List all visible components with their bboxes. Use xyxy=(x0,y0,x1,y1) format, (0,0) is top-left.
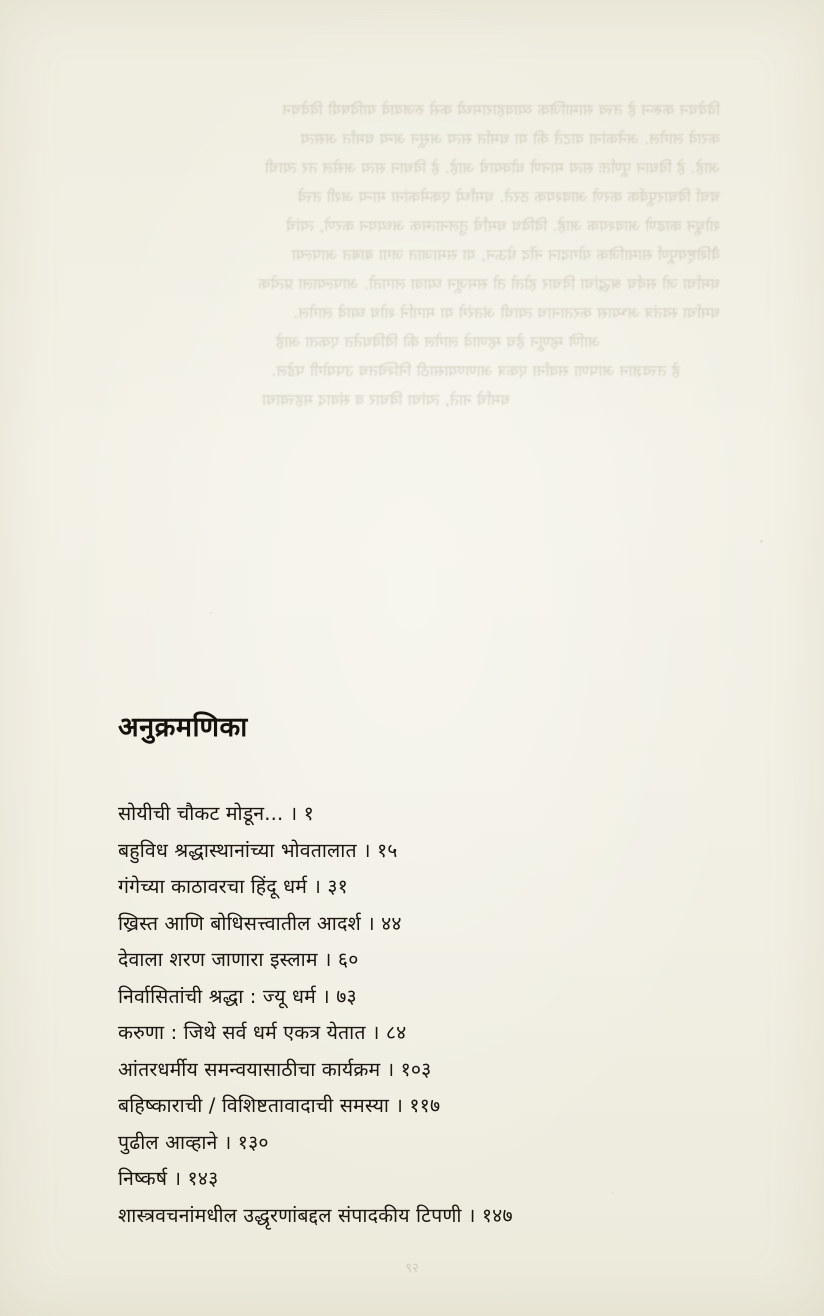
bleed-line: धर्मांचे नाते, त्यांचा विचार व संवाद महत्त्वाचा xyxy=(261,391,510,409)
list-item xyxy=(118,1125,718,1162)
toc-separator: । xyxy=(322,984,330,1008)
bleed-line: आणि म्हणून हेच म्हणावे लागेल की विविधतेत एकता आहे xyxy=(275,333,600,351)
bleed-line: धर्माचा जो सर्वच श्रद्धांचा विचार होतो तो समजून घ्यावा लागतो. आपल्याला प्रत्येक xyxy=(258,275,720,293)
bleed-line: विवेचन करून हे तत्त्व सामाजिक व्यावहारामध्ये कसे रुजवावे याविषयी विवेचन xyxy=(282,101,720,119)
toc-section xyxy=(118,712,718,1234)
toc-separator: । xyxy=(289,802,298,826)
toc-entry-title: पुढील आव्हाने xyxy=(118,1130,218,1154)
list-item xyxy=(118,942,718,979)
bleed-line: वैशिष्ट्यपूर्ण सामाजिक योगदान नोंद घेऊन, या समाजात जगा बाबत आपल्या xyxy=(291,246,720,264)
toc-entry-title: बहुविध श्रद्धास्थानांच्या भोवतालात xyxy=(118,838,357,862)
toc-entry-page: १४७ xyxy=(481,1203,513,1227)
page-title: अनुक्रमणिका xyxy=(118,712,248,743)
list-item xyxy=(118,1161,718,1198)
paper-speck xyxy=(760,540,763,543)
page-folio: ९२ xyxy=(405,1261,419,1276)
list-item xyxy=(118,869,718,906)
toc-list xyxy=(118,796,718,1234)
list-item xyxy=(118,979,718,1016)
bleed-through-text xyxy=(112,96,720,415)
paper-speck xyxy=(210,612,212,614)
toc-entry-title: निर्वासितांची श्रद्धा : ज्यू धर्म xyxy=(118,984,316,1008)
toc-entry-page: ८४ xyxy=(385,1021,407,1045)
toc-entry-page: ७३ xyxy=(336,984,357,1008)
toc-entry-title: आंतरधर्मीय समन्वयासाठीचा कार्यक्रम xyxy=(118,1057,381,1081)
toc-separator: । xyxy=(173,1167,182,1191)
toc-separator: । xyxy=(467,1203,476,1227)
list-item xyxy=(118,1015,718,1052)
toc-separator: । xyxy=(363,838,371,862)
list-item xyxy=(118,1052,718,1089)
list-item xyxy=(118,833,718,870)
toc-separator: । xyxy=(371,1021,380,1045)
toc-separator: । xyxy=(367,911,375,935)
toc-entry-page: १३० xyxy=(237,1130,269,1154)
toc-entry-title: सोयीची चौकट मोडून... xyxy=(118,802,284,826)
bleed-line: हे तत्त्वज्ञान आपणा सर्वांना एकत्र आणण्यासाठी निश्चितच उपयोगी पडेल. xyxy=(271,362,680,380)
toc-entry-title: ख्रिस्त आणि बोधिसत्त्वातील आदर्श xyxy=(118,911,361,935)
bleed-line: धर्माचा स्वतंत्र अभ्यास करतानाच त्याची अंतरंगे या मार्गाने शोध घ्यावे लागेल. xyxy=(293,304,720,322)
bleed-line: चर्चा विचारपूर्वक करणे आवश्यक ठरते. धर्मांध्ये एकमेकांना मान्य अशी तत्त्वे xyxy=(297,188,720,206)
toc-entry-page: ११७ xyxy=(409,1094,441,1118)
toc-entry-title: बहिष्काराची / विशिष्टतावादाची समस्या xyxy=(118,1094,390,1118)
list-item xyxy=(118,796,718,833)
list-item xyxy=(118,1198,718,1235)
list-item xyxy=(118,906,718,943)
toc-entry-title: गंगेच्या काठावरचा हिंदू धर्म xyxy=(118,875,308,899)
toc-separator: । xyxy=(223,1130,232,1154)
toc-entry-page: १०३ xyxy=(400,1057,432,1081)
toc-entry-page: ३१ xyxy=(327,875,348,899)
toc-separator: । xyxy=(386,1057,395,1081)
toc-entry-title: निष्कर्ष xyxy=(118,1167,168,1191)
toc-separator: । xyxy=(313,875,322,899)
list-item xyxy=(118,1088,718,1125)
toc-separator: । xyxy=(324,948,332,972)
toc-entry-title: शास्त्रवचनांमधील उद्धृरणांबद्दल संपादकीय टिपणी xyxy=(118,1203,462,1227)
bleed-line: करावे लागेल. अनेकांना वाटते की या धर्मात सत्य असून अन्य धर्मांत असत्य xyxy=(300,130,720,148)
bleed-line: शोधून काढणे आवश्यक आहे. विविध धर्मांचे तुलनात्मक अध्ययन करणे, त्यांचे xyxy=(285,217,720,235)
toc-entry-title: देवाला शरण जाणारा इस्लाम xyxy=(118,948,318,972)
toc-entry-page: ६० xyxy=(337,948,359,972)
toc-separator: । xyxy=(395,1094,404,1118)
toc-entry-page: १ xyxy=(303,802,314,826)
toc-entry-page: ४४ xyxy=(381,911,402,935)
toc-entry-title: करुणा : जिथे सर्व धर्म एकत्र येतात xyxy=(118,1021,366,1045)
toc-entry-page: १४३ xyxy=(187,1167,219,1191)
toc-entry-page: १५ xyxy=(377,838,398,862)
bleed-line: आहे. हे विधान पूर्णतः सत्य मानणे धोक्याचे आहे. हे विधान सत्य असेल तर त्याची xyxy=(264,159,720,177)
